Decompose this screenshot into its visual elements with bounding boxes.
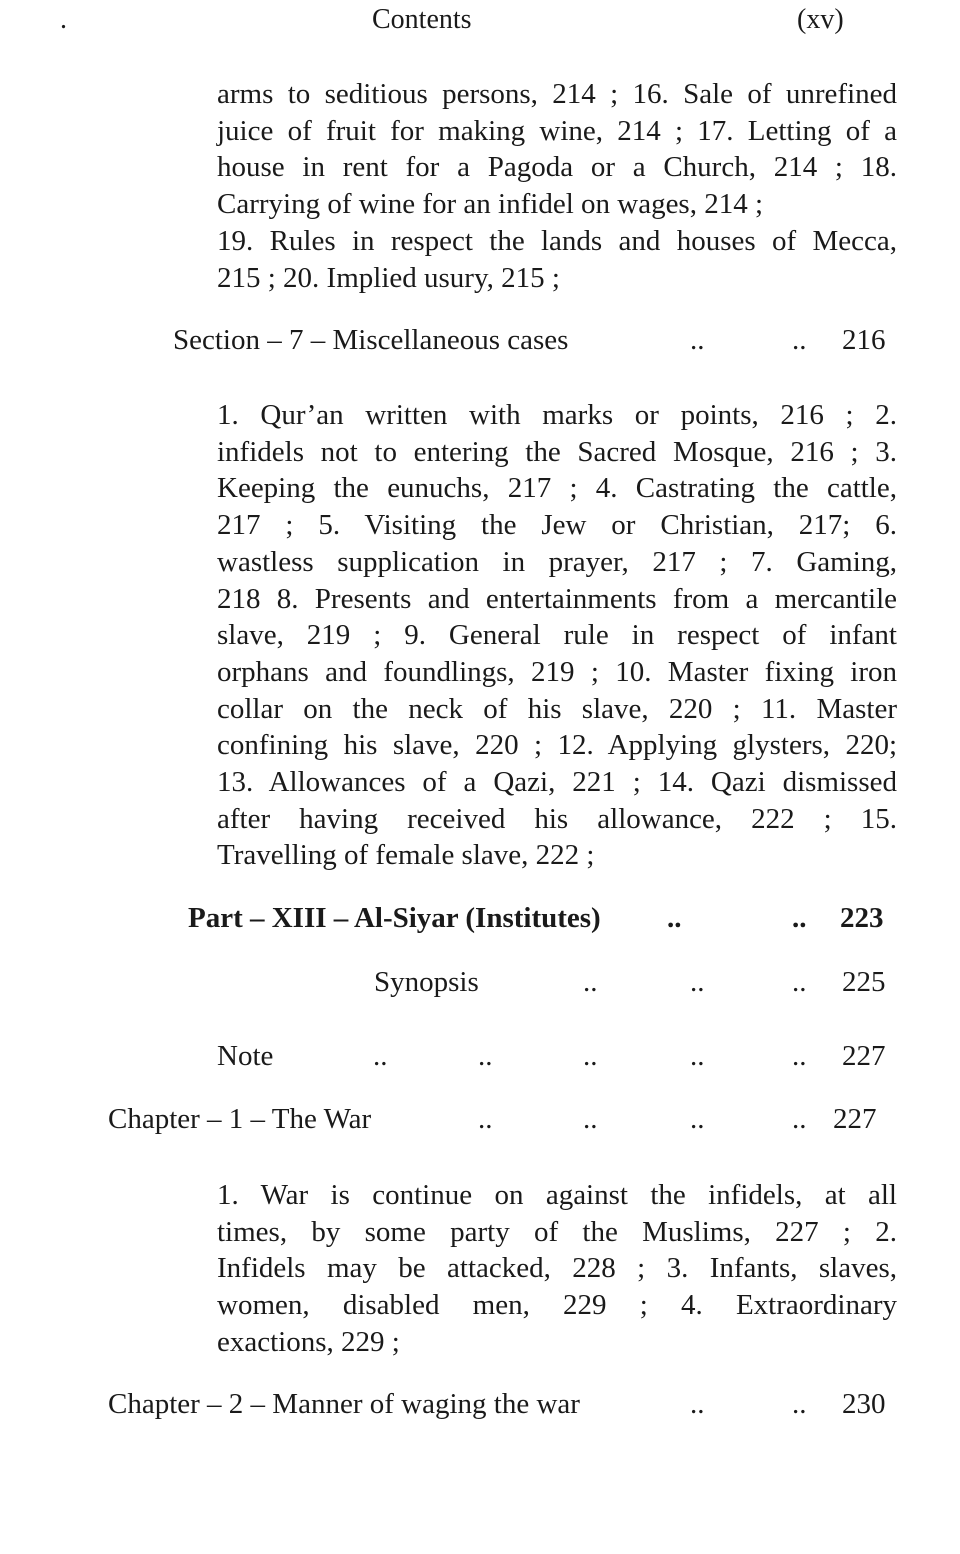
paragraph-line: 1. War is continue on against the infidels, at all (217, 1179, 897, 1211)
toc-leader: .. (667, 902, 682, 934)
toc-entry-part-13 (0, 902, 960, 942)
header-dot: . (60, 4, 67, 35)
paragraph-line: confining his slave, 220 ; 12. Applying glysters, 220; (217, 729, 897, 762)
toc-page-number: 216 (842, 324, 886, 356)
toc-leader: .. (583, 1103, 598, 1135)
toc-leader: .. (478, 1040, 493, 1072)
contents-paragraph-3 (217, 1177, 897, 1361)
paragraph-line: 13. Allowances of a Qazi, 221 ; 14. Qazi dismissed (217, 766, 897, 799)
toc-entry-label: Chapter – 1 – The War (108, 1103, 372, 1135)
toc-leader: .. (792, 1103, 807, 1135)
paragraph-line: Travelling of female slave, 222 ; (217, 839, 595, 872)
paragraph-line: times, by some party of the Muslims, 227 ; 2. (217, 1215, 897, 1248)
toc-leader: .. (792, 902, 807, 934)
toc-leader: .. (583, 1040, 598, 1072)
toc-page-number: 223 (840, 902, 884, 934)
page-number: (xv) (797, 4, 844, 35)
paragraph-line: house in rent for a Pagoda or a Church, 214 ; 18. (217, 151, 897, 184)
toc-entry-synopsis (0, 966, 960, 1006)
toc-leader: .. (690, 324, 705, 356)
paragraph-line: Keeping the eunuchs, 217 ; 4. Castrating the cattle, (217, 472, 897, 505)
toc-leader: .. (792, 966, 807, 998)
toc-leader: .. (690, 1388, 705, 1420)
paragraph-line: Carrying of wine for an infidel on wages, 214 ; (217, 188, 764, 221)
toc-page-number: 225 (842, 966, 886, 998)
toc-entry-label: Note (217, 1040, 274, 1072)
paragraph-line: wastless supplication in prayer, 217 ; 7. Gaming, (217, 545, 897, 578)
paragraph-line: Infidels may be attacked, 228 ; 3. Infants, slaves, (217, 1252, 897, 1285)
paragraph-line: exactions, 229 ; (217, 1325, 400, 1358)
toc-entry-chapter-2 (0, 1388, 960, 1428)
toc-leader: .. (792, 1388, 807, 1420)
toc-entry-section-7 (0, 324, 960, 364)
paragraph-line: 217 ; 5. Visiting the Jew or Christian, 217; 6. (217, 509, 897, 542)
toc-page-number: 230 (842, 1388, 886, 1420)
toc-leader: .. (690, 1040, 705, 1072)
paragraph-line: 215 ; 20. Implied usury, 215 ; (217, 261, 560, 294)
toc-entry-chapter-1 (0, 1103, 960, 1143)
toc-page-number: 227 (842, 1040, 886, 1072)
toc-entry-label: Section – 7 – Miscellaneous cases (173, 324, 569, 356)
toc-entry-label: Chapter – 2 – Manner of waging the war (108, 1388, 580, 1420)
toc-leader: .. (478, 1103, 493, 1135)
paragraph-line: 1. Qur’an written with marks or points, 216 ; 2. (217, 399, 897, 431)
paragraph-line: collar on the neck of his slave, 220 ; 11. Master (217, 692, 897, 725)
running-header-title: Contents (372, 4, 472, 35)
paragraph-line: women, disabled men, 229 ; 4. Extraordinary (217, 1289, 897, 1322)
toc-leader: .. (583, 966, 598, 998)
paragraph-line: after having received his allowance, 222 ; 15. (217, 802, 897, 835)
toc-entry-label: Part – XIII – Al-Siyar (Institutes) (188, 902, 601, 934)
paragraph-line: juice of fruit for making wine, 214 ; 17. Letting of a (217, 114, 897, 147)
toc-leader: .. (373, 1040, 388, 1072)
paragraph-line: infidels not to entering the Sacred Mosque, 216 ; 3. (217, 435, 897, 468)
toc-leader: .. (792, 1040, 807, 1072)
toc-leader: .. (690, 966, 705, 998)
toc-entry-note (0, 1040, 960, 1080)
toc-leader: .. (792, 324, 807, 356)
toc-page-number: 227 (833, 1103, 877, 1135)
contents-paragraph-1 (217, 76, 897, 296)
toc-entry-label: Synopsis (374, 966, 479, 998)
paragraph-line: orphans and foundlings, 219 ; 10. Master fixing iron (217, 655, 897, 688)
contents-paragraph-2 (217, 397, 897, 874)
paragraph-line: arms to seditious persons, 214 ; 16. Sale of unrefined (217, 78, 897, 110)
toc-leader: .. (690, 1103, 705, 1135)
paragraph-line: 218 8. Presents and entertainments from a mercantile (217, 582, 897, 615)
paragraph-line: slave, 219 ; 9. General rule in respect of infant (217, 619, 897, 652)
paragraph-line: 19. Rules in respect the lands and houses of Mecca, (217, 224, 897, 257)
